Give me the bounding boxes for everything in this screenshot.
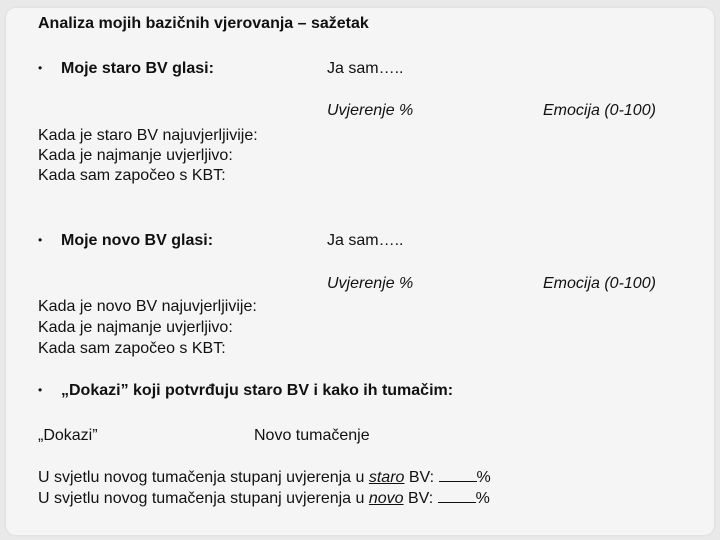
closing-line-new-word: novo	[368, 490, 404, 507]
closing-line-new-prefix: U svjetlu novog tumačenja stupanj uvjerenja u	[38, 490, 369, 507]
evidence-heading: „Dokazi” koji potvrđuju staro BV i kako ih tumačim:	[61, 382, 454, 399]
closing-line-old	[38, 467, 491, 487]
old-belief-row-most: Kada je staro BV najuvjerljivije:	[38, 127, 258, 144]
new-belief-row-least: Kada je najmanje uvjerljivo:	[38, 319, 233, 336]
old-belief-row-start: Kada sam započeo s KBT:	[38, 167, 226, 184]
bullet-old-belief: •	[38, 61, 43, 75]
old-belief-col-belief: Uvjerenje %	[327, 102, 414, 119]
closing-line-new-blank[interactable]	[438, 488, 476, 503]
slide-card	[6, 8, 714, 535]
old-belief-heading: Moje staro BV glasi:	[61, 60, 214, 77]
closing-line-old-percent: %	[476, 469, 491, 486]
new-belief-row-most: Kada je novo BV najuvjerljivije:	[38, 298, 257, 315]
closing-line-old-prefix: U svjetlu novog tumačenja stupanj uvjerenja u	[38, 469, 369, 486]
old-belief-ja-sam: Ja sam…..	[327, 60, 404, 77]
old-belief-col-emotion: Emocija (0-100)	[543, 102, 656, 119]
closing-line-old-suffix: BV:	[404, 469, 439, 486]
closing-line-new-suffix: BV:	[403, 490, 438, 507]
closing-line-new-percent: %	[475, 490, 490, 507]
evidence-col-interpretation: Novo tumačenje	[254, 427, 370, 444]
closing-line-old-blank[interactable]	[439, 467, 477, 482]
old-belief-row-least: Kada je najmanje uvjerljivo:	[38, 147, 233, 164]
new-belief-heading: Moje novo BV glasi:	[61, 232, 214, 249]
closing-line-old-word: staro	[368, 469, 405, 486]
closing-line-new	[38, 488, 490, 508]
new-belief-col-belief: Uvjerenje %	[327, 275, 414, 292]
new-belief-col-emotion: Emocija (0-100)	[543, 275, 656, 292]
new-belief-ja-sam: Ja sam…..	[327, 232, 404, 249]
page-title: Analiza mojih bazičnih vjerovanja – sažetak	[38, 15, 369, 32]
bullet-new-belief: •	[38, 233, 43, 247]
new-belief-row-start: Kada sam započeo s KBT:	[38, 340, 226, 357]
bullet-evidence: •	[38, 383, 43, 397]
evidence-col-evidence: „Dokazi”	[38, 427, 98, 444]
